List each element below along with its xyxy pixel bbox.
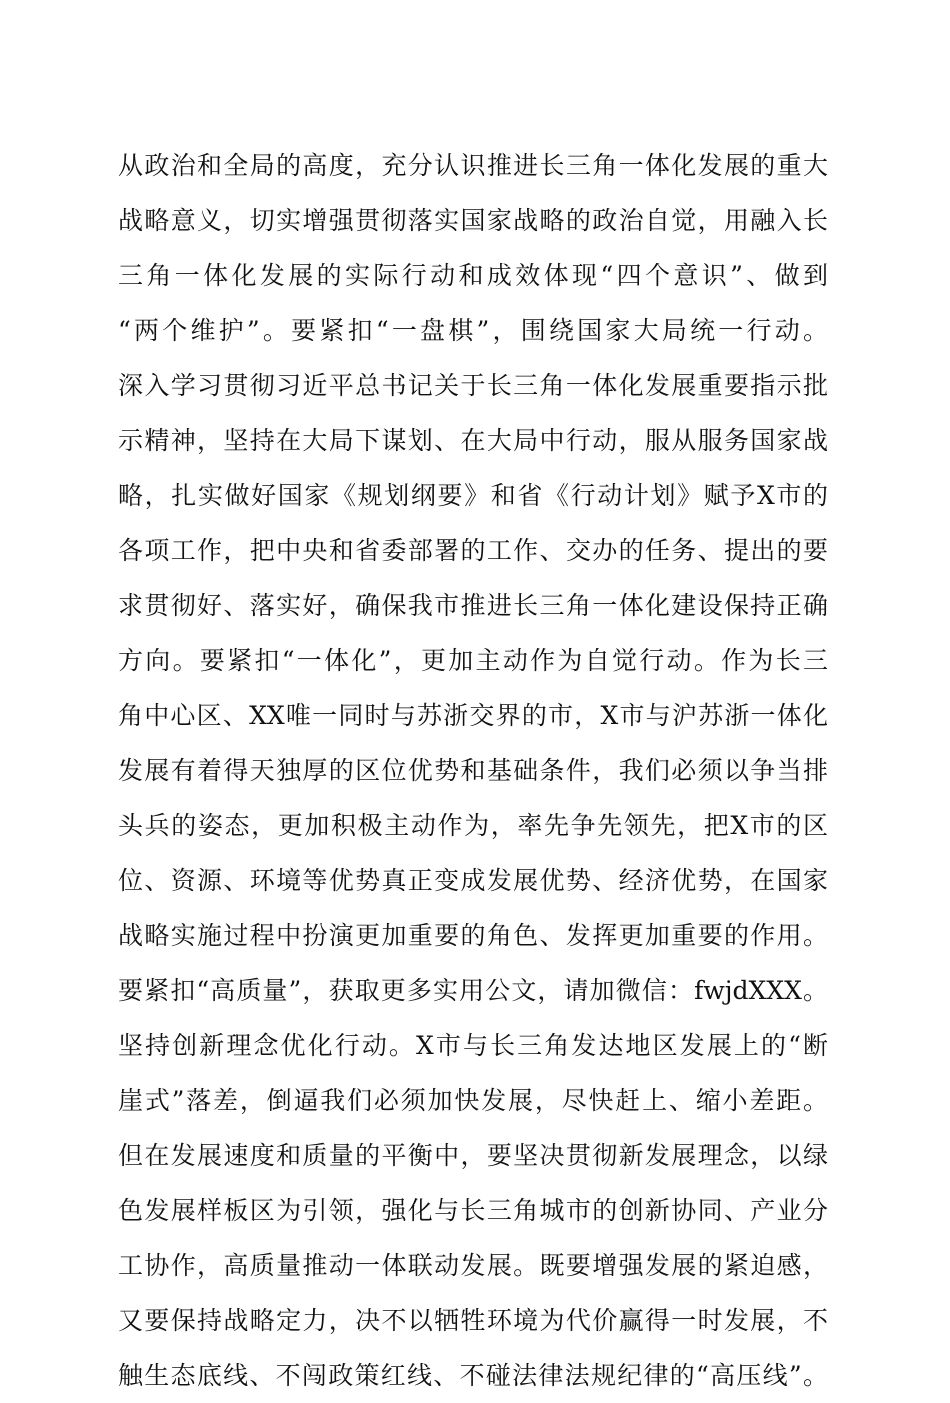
text-line-10: 方向。要紧扣“一体化”，更加主动作为自觉行动。作为长三	[118, 646, 828, 675]
text-line-1: 从政治和全局的高度，充分认识推进长三角一体化发展的重大	[118, 151, 828, 180]
text-line-12: 发展有着得天独厚的区位优势和基础条件，我们必须以争当排	[118, 756, 828, 785]
text-line-21: 工协作，高质量推动一体联动发展。既要增强发展的紧迫感，	[118, 1251, 828, 1280]
text-line-23: 触生态底线、不闯政策红线、不碰法律法规纪律的“高压线”。	[118, 1361, 828, 1390]
text-line-8: 各项工作，把中央和省委部署的工作、交办的任务、提出的要	[118, 536, 828, 565]
text-line-14: 位、资源、环境等优势真正变成发展优势、经济优势，在国家	[118, 866, 828, 895]
text-line-17: 坚持创新理念优化行动。X市与长三角发达地区发展上的“断	[118, 1031, 828, 1060]
text-line-3: 三角一体化发展的实际行动和成效体现“四个意识”、做到	[118, 261, 828, 290]
text-line-4: “两个维护”。要紧扣“一盘棋”，围绕国家大局统一行动。	[118, 316, 828, 345]
text-line-6: 示精神，坚持在大局下谋划、在大局中行动，服从服务国家战	[118, 426, 828, 455]
text-line-5: 深入学习贯彻习近平总书记关于长三角一体化发展重要指示批	[118, 371, 828, 400]
text-line-19: 但在发展速度和质量的平衡中，要坚决贯彻新发展理念，以绿	[118, 1141, 828, 1170]
text-line-22: 又要保持战略定力，决不以牺牲环境为代价赢得一时发展，不	[118, 1306, 828, 1335]
text-line-2: 战略意义，切实增强贯彻落实国家战略的政治自觉，用融入长	[118, 206, 828, 235]
text-line-9: 求贯彻好、落实好，确保我市推进长三角一体化建设保持正确	[118, 591, 828, 620]
text-line-16: 要紧扣“高质量”，获取更多实用公文，请加微信：fwjdXXX。	[118, 976, 828, 1005]
text-line-13: 头兵的姿态，更加积极主动作为，率先争先领先，把X市的区	[118, 811, 828, 840]
text-line-18: 崖式”落差，倒逼我们必须加快发展，尽快赶上、缩小差距。	[118, 1086, 828, 1115]
text-line-20: 色发展样板区为引领，强化与长三角城市的创新协同、产业分	[118, 1196, 828, 1225]
text-line-11: 角中心区、XX唯一同时与苏浙交界的市，X市与沪苏浙一体化	[118, 701, 828, 730]
text-line-15: 战略实施过程中扮演更加重要的角色、发挥更加重要的作用。	[118, 921, 828, 950]
text-line-7: 略，扎实做好国家《规划纲要》和省《行动计划》赋予X市的	[118, 481, 828, 510]
body-paragraph	[118, 138, 828, 1403]
